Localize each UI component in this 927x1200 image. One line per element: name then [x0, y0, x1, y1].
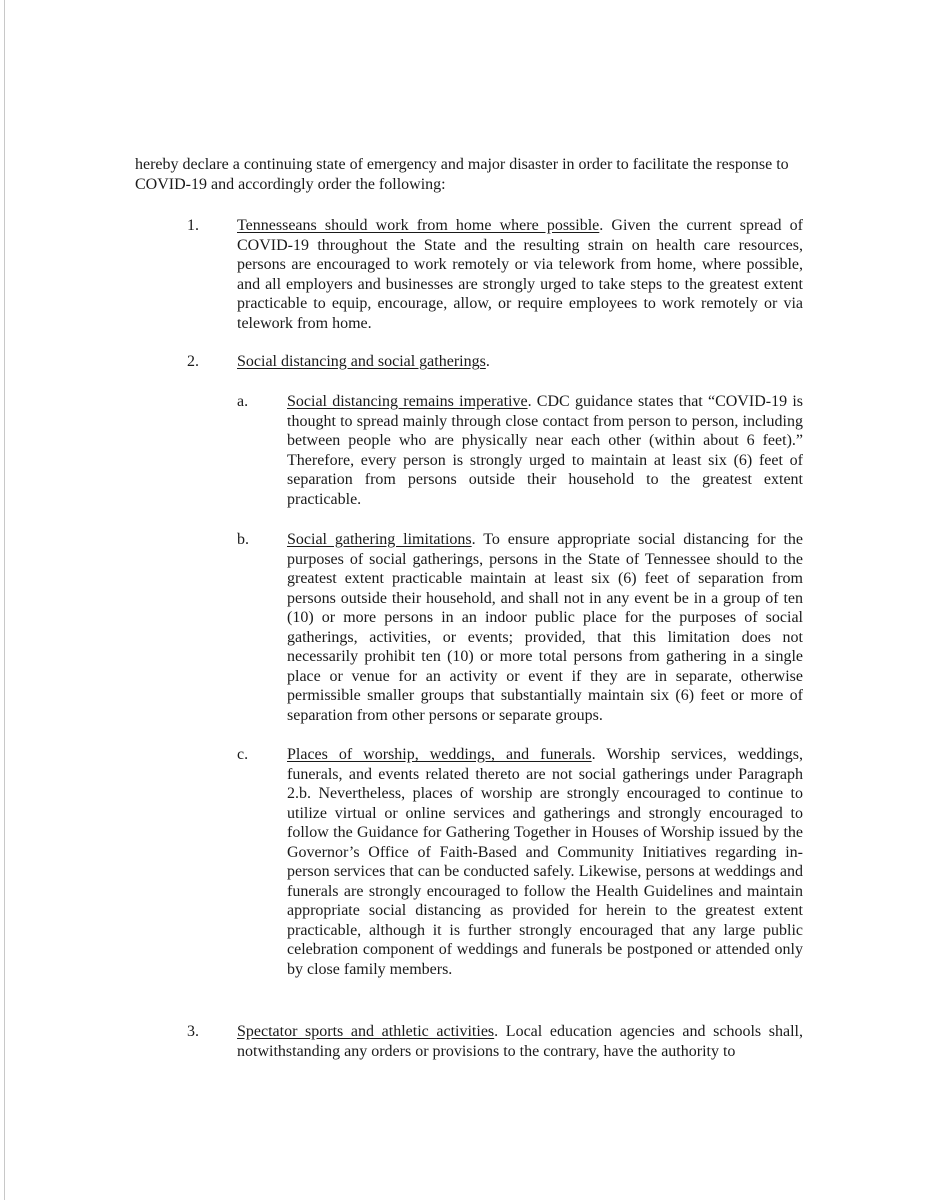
item-number: 2. — [187, 353, 199, 370]
sub-item-letter: b. — [237, 531, 249, 548]
sub-item-heading: Social distancing remains imperative — [287, 393, 528, 410]
item-text: . Local education agencies and schools shall, notwithstanding any orders or provisions to the contrary, have the authority to — [237, 1023, 804, 1060]
item-text: . — [485, 353, 490, 370]
intro-paragraph: hereby declare a continuing state of emergency and major disaster in order to facilitate the response to COVID-19 and accordingly order the following: — [135, 156, 789, 193]
sub-item-heading: Places of worship, weddings, and funerals — [287, 746, 592, 763]
item-text: . Given the current spread of COVID-19 throughout the State and the resulting strain on health care resources, persons are encouraged to work remotely or via telework from home, where possible, and all employers and businesses are strongly urged to take steps to the greatest extent practicable to equip, encourage, allow, or require employees to work remotely or via telework from home. — [237, 217, 803, 332]
item-heading: Spectator sports and athletic activities — [237, 1023, 495, 1040]
sub-item-heading: Social gathering limitations — [287, 531, 472, 548]
sub-item-letter: a. — [237, 393, 249, 410]
item-paragraph — [237, 352, 803, 372]
item-paragraph — [237, 216, 803, 333]
sub-item-text: . Worship services, weddings, funerals, and events related thereto are not social gatherings under Paragraph 2.b. Nevertheless, places of worship are strongly encouraged to continue to utilize virtual or online services and gatherings and strongly encouraged to follow the Guidance for Gathering Together in Houses of Worship issued by the Governor’s Office of Faith-Based and Community Initiatives regarding in-person services that can be conducted safely. Likewise, persons at weddings and funerals are strongly encouraged to follow the Health Guidelines and maintain appropriate social distancing as provided for herein to the greatest extent practicable, although it is further strongly encouraged that any large public celebration component of weddings and funerals be postponed or attended only by close family members. — [287, 746, 804, 978]
sub-item-text: . To ensure appropriate social distancing for the purposes of social gatherings, persons in the State of Tennessee should to the greatest extent practicable maintain at least six (6) feet of separation from persons outside their household, and shall not in any event be in a group of ten (10) or more persons in an indoor public place for the purposes of social gatherings, activities, or events; provided, that this limitation does not necessarily prohibit ten (10) or more total persons from gathering in a single place or venue for an activity or event if they are in separate, otherwise permissible smaller groups that substantially maintain six (6) feet or more of separation from other persons or separate groups. — [287, 531, 803, 724]
sub-item-text: . CDC guidance states that “COVID-19 is thought to spread mainly through close contact from person to person, including between people who are physically near each other (within about 6 feet).” Therefore, every person is strongly urged to maintain at least six (6) feet of separation from persons outside their household to the greatest extent practicable. — [287, 393, 803, 508]
sub-item-paragraph — [287, 745, 803, 979]
sub-item-paragraph — [287, 530, 803, 725]
item-number: 1. — [187, 217, 199, 234]
sub-item-letter: c. — [237, 746, 249, 763]
item-number: 3. — [187, 1023, 199, 1040]
sub-item-paragraph — [287, 392, 803, 509]
item-paragraph — [237, 1022, 803, 1061]
item-heading: Social distancing and social gatherings — [237, 353, 486, 370]
item-heading: Tennesseans should work from home where possible — [237, 217, 600, 234]
